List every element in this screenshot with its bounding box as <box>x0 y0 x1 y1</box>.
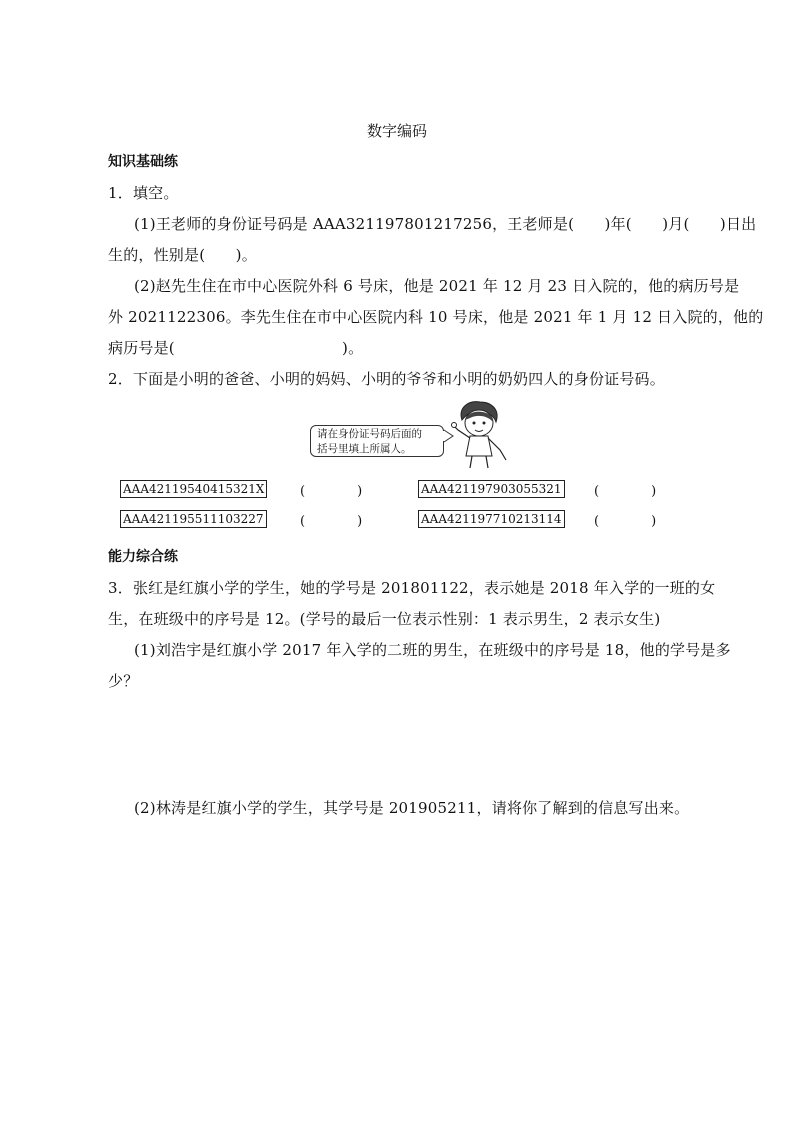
id-number-box: AAA42119540415321X <box>120 480 267 498</box>
question-3-line-1: 3．张红是红旗小学的学生，她的学号是 201801122，表示她是 2018 年入学的一班的女 <box>108 579 716 597</box>
question-1-part-1-line-1: (1)王老师的身份证号码是 AAA321197801217256，王老师是( )年( )月( )日出 <box>134 215 757 233</box>
bubble-line-2: 括号里填上所属人。 <box>317 443 412 455</box>
question-1-part-2-line-1: (2)赵先生住在市中心医院外科 6 号床，他是 2021 年 12 月 23 日入院的，他的病历号是 <box>134 277 740 295</box>
question-3-part-1-line-2: 少？ <box>108 672 139 690</box>
question-2-stem: 2．下面是小明的爸爸、小明的妈妈、小明的爷爷和小明的奶奶四人的身份证号码。 <box>108 370 665 388</box>
section-heading-basic: 知识基础练 <box>108 154 178 170</box>
boy-character-icon <box>448 398 512 470</box>
answer-blank[interactable]: ( ) <box>594 484 657 499</box>
answer-blank[interactable]: ( ) <box>594 514 657 529</box>
bubble-line-1: 请在身份证号码后面的 <box>317 428 422 440</box>
id-number-box: AAA421195511103227 <box>120 510 267 528</box>
question-1-part-1-line-2: 生的，性别是( )。 <box>108 246 257 264</box>
question-1-part-2-line-3: 病历号是( )。 <box>108 339 364 357</box>
question-3-line-2: 生，在班级中的序号是 12。(学号的最后一位表示性别：1 表示男生，2 表示女生) <box>108 610 661 628</box>
question-1-part-2-line-2: 外 2021122306。李先生住在市中心医院内科 10 号床，他是 2021 年 1 月 12 日入院的，他的 <box>108 308 764 326</box>
answer-blank[interactable]: ( ) <box>300 484 363 499</box>
question-1-stem: 1．填空。 <box>108 184 179 202</box>
page-title: 数字编码 <box>366 122 427 140</box>
section-heading-ability: 能力综合练 <box>108 549 178 565</box>
question-3-part-2-line-1: (2)林涛是红旗小学的学生，其学号是 201905211，请将你了解到的信息写出来。 <box>134 799 690 817</box>
speech-bubble <box>310 425 444 457</box>
id-number-box: AAA421197710213114 <box>418 510 565 528</box>
id-number-box: AAA421197903055321 <box>418 480 565 498</box>
answer-blank[interactable]: ( ) <box>300 514 363 529</box>
question-3-part-1-line-1: (1)刘浩宇是红旗小学 2017 年入学的二班的男生，在班级中的序号是 18，他的学号是多 <box>134 641 731 659</box>
